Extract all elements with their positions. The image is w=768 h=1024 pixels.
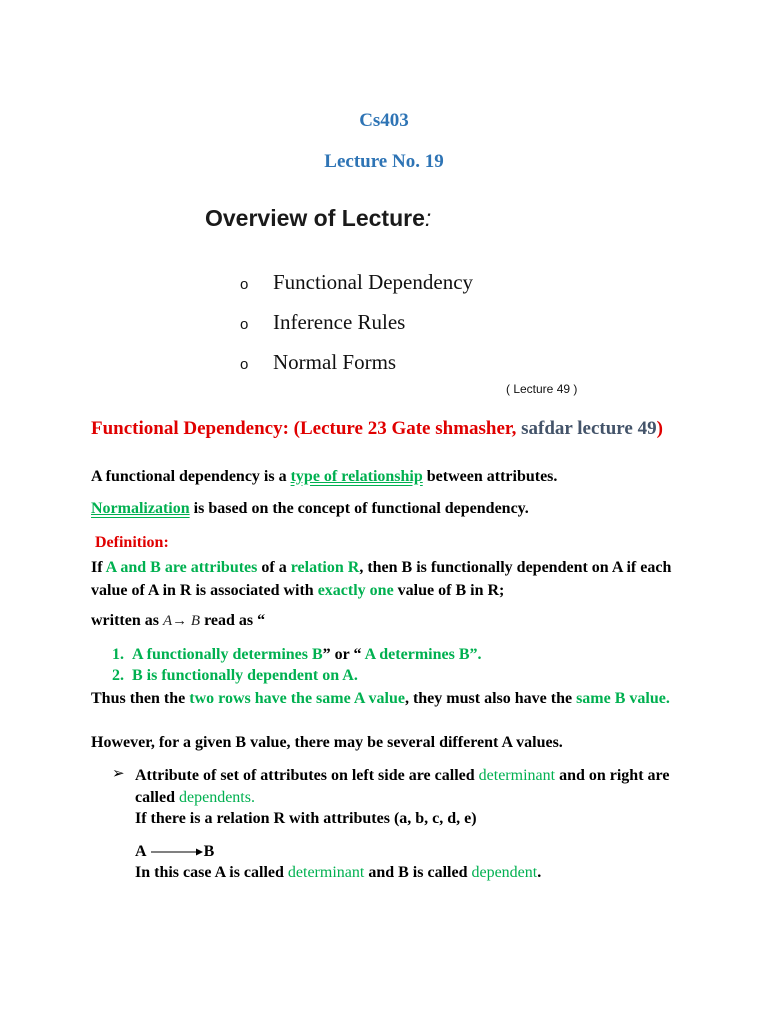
paragraph-however: However, for a given B value, there may be several different A values. bbox=[91, 734, 563, 751]
highlight: A and B are attributes bbox=[105, 559, 258, 576]
text: written as bbox=[91, 612, 163, 629]
diagram-a-label: A bbox=[135, 843, 146, 860]
paragraph-determinant bbox=[135, 765, 695, 809]
paragraph-written-as bbox=[91, 612, 265, 630]
paragraph-thus bbox=[91, 688, 691, 709]
highlight: relation R bbox=[290, 559, 360, 576]
list-number: 1. bbox=[112, 646, 124, 663]
highlight: exactly one bbox=[317, 582, 394, 599]
text: value of B in R; bbox=[393, 582, 505, 599]
circle-bullet-icon: o bbox=[240, 356, 249, 373]
text: If bbox=[91, 559, 106, 576]
paragraph-in-this-case bbox=[135, 864, 541, 882]
highlight: dependents. bbox=[179, 789, 255, 806]
highlight: B is functionally dependent on A. bbox=[132, 667, 358, 684]
highlight: A determines B”. bbox=[364, 646, 482, 663]
link-type-of-relationship[interactable]: type of relationship bbox=[290, 468, 423, 485]
text: A functional dependency is a bbox=[91, 468, 291, 485]
arrow-bullet-icon: ➢ bbox=[112, 766, 125, 782]
course-code: Cs403 bbox=[359, 110, 409, 131]
list-item bbox=[112, 667, 358, 685]
overview-item-label: Functional Dependency bbox=[273, 270, 474, 294]
text: In this case A is called bbox=[135, 864, 288, 881]
highlight: two rows have the same A value bbox=[189, 690, 405, 707]
paragraph-relation: If there is a relation R with attributes (a, b, c, d, e) bbox=[135, 810, 477, 827]
lecture-reference: ( Lecture 49 ) bbox=[506, 382, 578, 396]
overview-title-text: Overview of Lecture bbox=[205, 205, 425, 231]
highlight: determinant bbox=[478, 767, 556, 784]
text: ” or “ bbox=[322, 646, 365, 663]
right-arrow-icon bbox=[151, 847, 203, 857]
text: Attribute of set of attributes on left side are called bbox=[135, 767, 479, 784]
paragraph-definition bbox=[91, 556, 691, 602]
overview-title-colon: : bbox=[424, 205, 432, 231]
text: , then B is functionally dependent on A if each value of A in R is associated with bbox=[91, 559, 672, 599]
heading-close: ) bbox=[656, 418, 663, 439]
list-number: 2. bbox=[112, 667, 124, 684]
circle-bullet-icon: o bbox=[240, 316, 249, 333]
overview-item-label: Inference Rules bbox=[273, 310, 406, 334]
overview-item bbox=[240, 270, 473, 295]
circle-bullet-icon: o bbox=[240, 276, 249, 293]
heading-red-text: Functional Dependency: (Lecture 23 Gate shmasher, bbox=[91, 418, 517, 439]
text: and B is called bbox=[364, 864, 472, 881]
formula: A→ B bbox=[162, 613, 201, 629]
diagram-b-label: B bbox=[203, 843, 215, 860]
highlight: A functionally determines B bbox=[132, 646, 323, 663]
text: of a bbox=[257, 559, 291, 576]
paragraph-definition-intro bbox=[91, 468, 557, 486]
highlight: dependent bbox=[471, 864, 538, 881]
text: is based on the concept of functional dependency. bbox=[189, 500, 529, 517]
paragraph-normalization bbox=[91, 500, 529, 518]
link-normalization[interactable]: Normalization bbox=[91, 500, 190, 517]
highlight: same B value. bbox=[576, 690, 670, 707]
overview-title bbox=[205, 205, 431, 232]
overview-item bbox=[240, 310, 405, 335]
definition-label: Definition: bbox=[95, 534, 169, 551]
overview-item bbox=[240, 350, 396, 375]
lecture-number: Lecture No. 19 bbox=[324, 151, 444, 172]
a-to-b-diagram bbox=[135, 843, 214, 861]
text: and on right are called bbox=[135, 767, 670, 806]
highlight: determinant bbox=[287, 864, 365, 881]
section-heading bbox=[91, 416, 681, 442]
text: , they must also have the bbox=[404, 690, 577, 707]
text: . bbox=[537, 864, 542, 881]
text: read as “ bbox=[200, 612, 266, 629]
heading-slate-text: safdar lecture 49 bbox=[521, 418, 657, 439]
text: between attributes. bbox=[422, 468, 558, 485]
list-item bbox=[112, 646, 481, 664]
overview-item-label: Normal Forms bbox=[273, 350, 397, 374]
text: Thus then the bbox=[91, 690, 190, 707]
